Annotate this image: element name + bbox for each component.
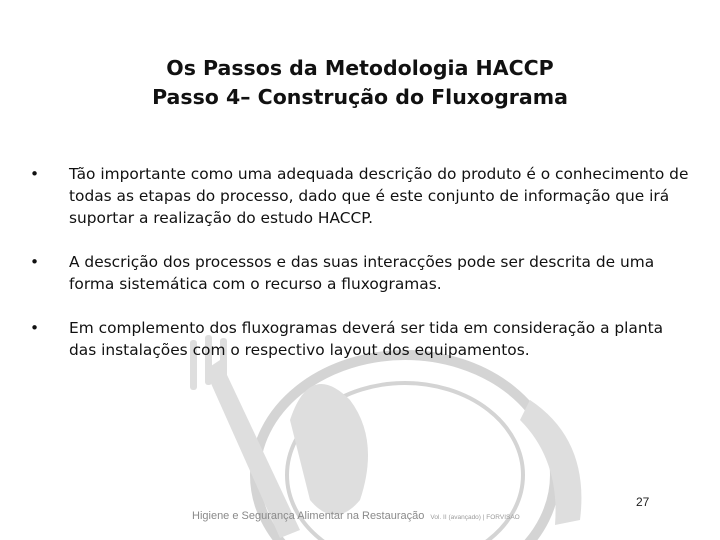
bullet-dot: • <box>30 253 40 271</box>
footer <box>192 510 520 522</box>
bullet-dot: • <box>30 165 40 183</box>
title-line-2: Passo 4– Construção do Fluxograma <box>152 85 568 109</box>
bullet-text: Tão importante como uma adequada descrição do produto é o conhecimento de todas as etapas do processo, dado que é este conjunto de informação que irá suportar a realização do estudo HACCP. <box>69 165 689 227</box>
bullet-item <box>30 163 695 229</box>
page-number: 27 <box>636 495 650 509</box>
footer-title: Higiene e Segurança Alimentar na Restauração <box>192 510 425 522</box>
bullet-list <box>30 163 695 361</box>
title-line-1: Os Passos da Metodologia HACCP <box>166 56 554 80</box>
slide-title <box>0 54 720 112</box>
bullet-item <box>30 251 695 295</box>
bullet-text: Em complemento dos fluxogramas deverá ser tida em consideração a planta das instalações com o respectivo layout dos equipamentos. <box>69 319 664 359</box>
bullet-dot: • <box>30 319 40 337</box>
footer-subtitle: Vol. II (avançado) | FORVISAO <box>430 514 520 521</box>
bullet-text: A descrição dos processos e das suas interacções pode ser descrita de uma forma sistemática com o recurso a fluxogramas. <box>69 253 655 293</box>
bullet-item <box>30 317 695 361</box>
